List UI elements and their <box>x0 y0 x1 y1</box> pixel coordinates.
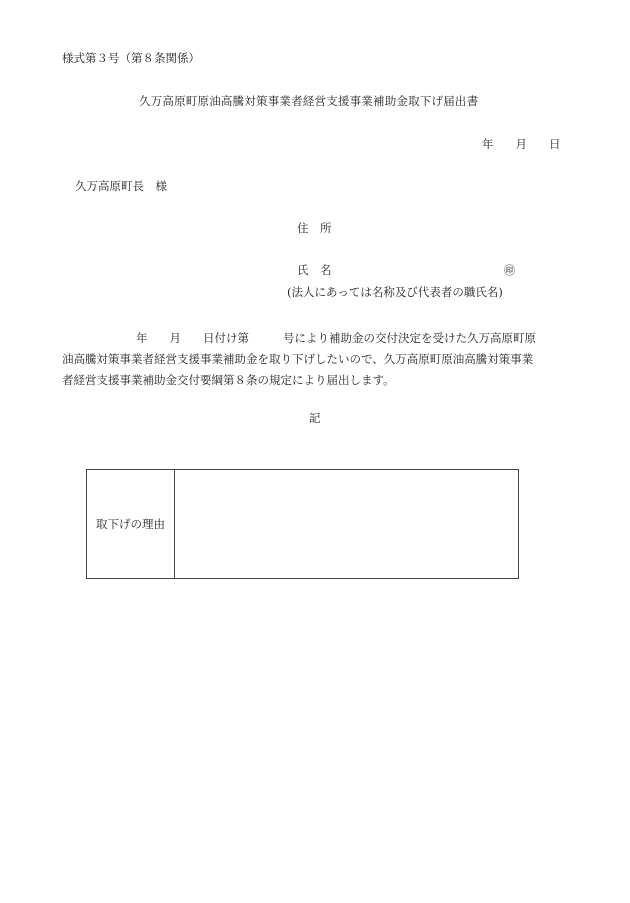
recipient: 久万高原町長 様 <box>75 179 167 193</box>
reason-table <box>86 469 519 579</box>
document-title: 久万高原町原油高騰対策事業者経営支援事業補助金取下げ届出書 <box>139 94 479 108</box>
reason-label: 取下げの理由 <box>96 517 165 531</box>
ki-label: 記 <box>309 411 321 425</box>
date-day-label: 日 <box>549 137 561 151</box>
address-label: 住 所 <box>297 221 332 235</box>
reason-value-cell[interactable] <box>175 470 518 578</box>
body-month-label: 月 <box>169 331 181 345</box>
form-number: 様式第３号（第８条関係） <box>62 51 200 65</box>
body-line-3: 者経営支援事業補助金交付要綱第８条の規定により届出します。 <box>62 373 395 387</box>
body-line-1 <box>62 328 574 349</box>
body-year-label: 年 <box>136 331 148 345</box>
name-label: 氏 名 <box>297 263 332 277</box>
body-line-2: 油高騰対策事業者経営支援事業補助金を取り下げしたいので、久万高原町原油高騰対策事業 <box>62 352 534 366</box>
corporate-note: (法人にあっては名称及び代表者の職氏名) <box>287 285 503 299</box>
seal-mark: ㊞ <box>504 264 515 277</box>
date-year-label: 年 <box>482 137 494 151</box>
reason-label-cell <box>87 470 175 578</box>
date-line <box>482 139 561 151</box>
body-line-1-rest: 号により補助金の交付決定を受けた久万高原町原 <box>283 331 536 345</box>
date-month-label: 月 <box>515 137 527 151</box>
body-date-no-label: 日付け第 <box>203 331 249 345</box>
body-paragraph <box>62 328 574 391</box>
